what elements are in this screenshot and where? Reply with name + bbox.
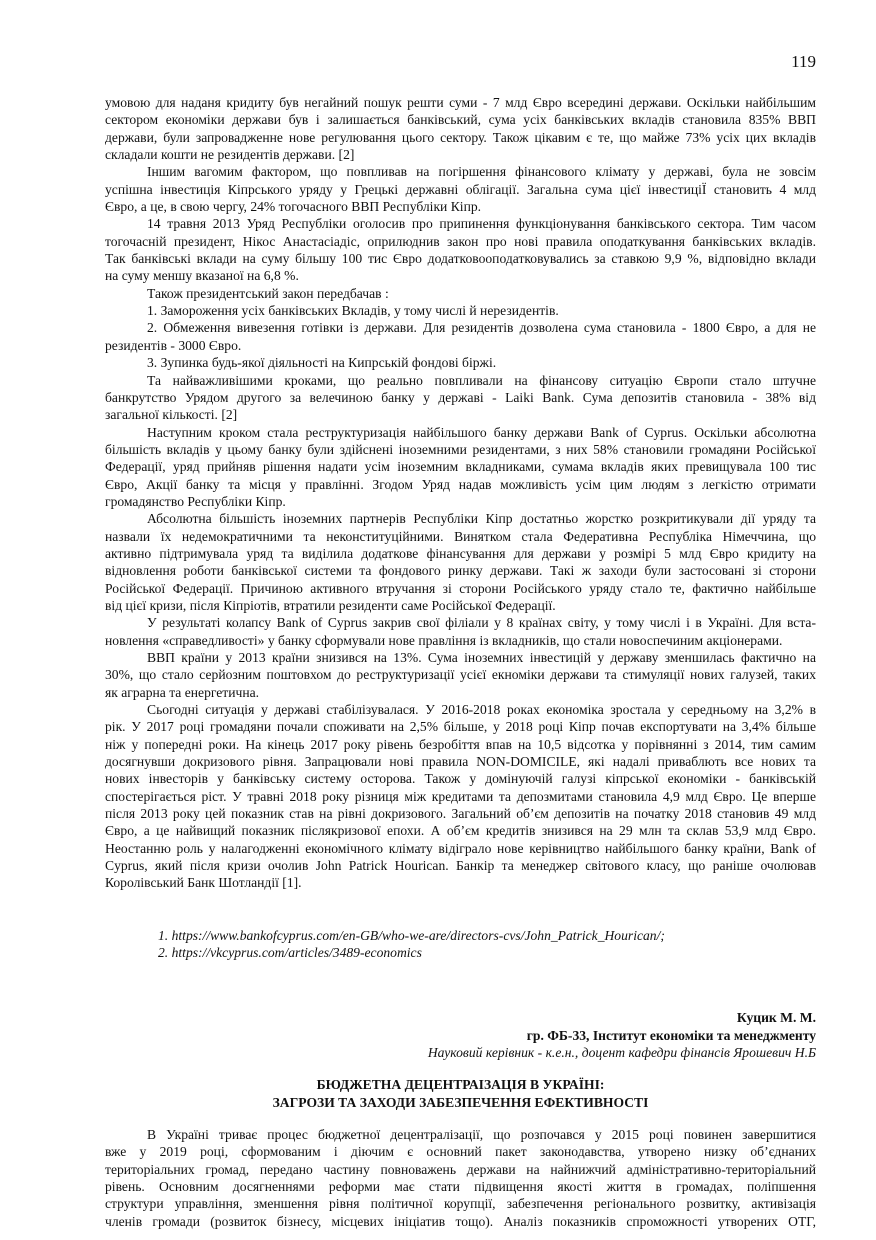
text-line: Cyprus, який після кризи очолив John Patrick Hourican. Банкір та менеджер світового класу, що раніше очолював xyxy=(105,858,816,874)
article-title xyxy=(105,1076,816,1111)
text-line: на суму меншу вказаної на 6,8 %. xyxy=(105,268,299,284)
paragraph xyxy=(105,215,816,284)
paragraph xyxy=(105,372,816,424)
references-list xyxy=(105,927,816,962)
author-name: Куцик М. М. xyxy=(736,1010,816,1026)
reference-link[interactable]: 2. https://vkcyprus.com/articles/3489-economics xyxy=(158,944,422,960)
text-line: від цієї кризи, після Кіпріотів, втратили резиденти саме Російської Федерації. xyxy=(105,597,556,613)
text-line: умовою для наданя кридиту був негайний пошук решти суми - 7 млд Євро всередині держави. Оскільки найбільшим xyxy=(105,95,816,110)
text-line: Також президентський закон передбачав : xyxy=(147,285,389,301)
text-line: 30%, що стало серйозним поштовхом до реструктуризації усієї екноміки держави та стимуляції нових галузей, таких xyxy=(105,667,816,683)
text-line: ніж у попередні роки. На кінець 2017 року рівень безробіття впав на 10,5 відсотка у порівнянні з 2014, тим самим xyxy=(105,736,816,752)
text-line: складали кошти не резидентів держави. [2] xyxy=(105,147,355,163)
text-line: територіальних громад, передано частину повноважень держави на найнижчий адміністративно-територіальний xyxy=(105,1161,816,1177)
text-line: новлення «справедливості» у банку сформували нове правління із вкладників, що стали новоспечиним акціонерами. xyxy=(105,632,783,648)
paragraph xyxy=(105,424,816,511)
text-line: активно підтримувала уряд та виділила додаткове фінансування для держави у розмірі 5 млд Євро кридиту на xyxy=(105,545,816,561)
paragraph xyxy=(105,302,816,319)
text-line: назвали їх недемократичними та неконституційними. Винятком стала Федеративна Республіка Німеччина, що xyxy=(105,528,816,544)
paragraph xyxy=(105,285,816,302)
article-title-line: ЗАГРОЗИ ТА ЗАХОДИ ЗАБЕЗПЕЧЕННЯ ЕФЕКТИВНОСТІ xyxy=(272,1094,649,1110)
text-line: Так банківські вклади на суму більшу 100 тис Євро додатковооподатковувались за ставкою 9,9 %, відповідно вклади xyxy=(105,251,816,267)
author-affiliation: гр. ФБ-33, Інститут економіки та менеджменту xyxy=(526,1027,816,1043)
text-line: громадянство Республіки Кіпр. xyxy=(105,493,286,509)
paragraph xyxy=(105,649,816,701)
paragraph xyxy=(105,94,816,163)
text-line: Неостанню роль у налагодженні економічного клімату відіграло нове керівництво найбільшого банку країни, Bank of xyxy=(105,840,816,856)
page-content xyxy=(105,94,816,1230)
text-line: В Україні триває процес бюджетної децентралізації, що розпочався у 2015 році повинен завершитися xyxy=(147,1126,816,1142)
text-line: ВВП країни у 2013 країни знизився на 13%. Сума іноземних інвестицій у державу зменшилась фактично на xyxy=(147,650,816,665)
text-line: 3. Зупинка будь-якої діяльності на Кипрській фондові біржі. xyxy=(147,355,497,371)
text-line: резидентів - 3000 Євро. xyxy=(105,337,242,353)
author-block xyxy=(105,1009,816,1061)
paragraph xyxy=(105,354,816,371)
article-title-line: БЮДЖЕТНА ДЕЦЕНТРАІЗАЦІЯ В УКРАЇНІ: xyxy=(316,1077,605,1093)
text-line: Євро, а це, в свою чергу, 24% тогочасного ВВП Республіки Кіпр. xyxy=(105,199,482,215)
text-line: Королівський Банк Шотландії [1]. xyxy=(105,875,302,891)
reference-link[interactable]: 1. https://www.bankofcyprus.com/en-GB/who-we-are/directors-cvs/John_Patrick_Hourican/; xyxy=(158,927,665,943)
text-line: Наступним кроком стала реструктуризація найбільшого банку держави Bank of Cyprus. Оскільки абсолютна xyxy=(147,424,816,440)
text-line: як аграрна та енергетична. xyxy=(105,684,260,700)
text-line: тогочасній президент, Нікос Анастасіадіс, оприлюднив закон про нові правила оподаткування банківських вкладів. xyxy=(105,233,816,249)
scientific-supervisor: Науковий керівник - к.е.н., доцент кафедри фінансів Ярошевич Н.Б xyxy=(427,1044,816,1060)
text-line: загальної кількості. [2] xyxy=(105,407,238,423)
text-line: сектором економіки держави був і залишається банківський, сума усіх банківських вкладів становила 835% ВВП xyxy=(105,112,816,128)
paragraph xyxy=(105,510,816,614)
text-line: більшість вкладів у цьому банку були здійснені іноземними резидентами, з них 58% становили громадяни Російської xyxy=(105,441,816,457)
text-line: рік. У 2017 році громадяни почали споживати на 2,5% більше, у 2018 році Кіпр почав експортувати на 3,4% більше xyxy=(105,719,816,735)
text-line: У результаті колапсу Bank of Cyprus закрив свої філіали у 8 країнах світу, у тому числі і в Україні. Для вста- xyxy=(147,615,816,631)
text-line: спостерігається ріст. У травні 2018 року різниця між кредитами та депозмитами становила 4,9 млд Євро. Це вперше xyxy=(105,788,816,804)
text-line: Федерації, уряд прийняв рішення надати усім іноземним вкладниками, сумама вкладів яких превищувала 100 тис xyxy=(105,459,816,475)
text-line: Євро, Акції банку та місця у правлінні. Згодом Уряд надав можливість усім цим людям з легкістю отримати xyxy=(105,476,816,492)
text-line: членів громади (розвиток бізнесу, місцевих ініціатив тощо). Аналіз показників спроможності утворених ОТГ, xyxy=(105,1213,816,1229)
paragraph xyxy=(105,614,816,649)
article-continuation xyxy=(105,94,816,892)
text-line: 1. Замороження усіх банківських Вкладів, у тому числі й нерезидентів. xyxy=(147,303,559,319)
paragraph xyxy=(105,701,816,892)
text-line: рівень. Основним досягненнями реформи має стати підвищення якості життя в громадах, поліпшення xyxy=(105,1178,816,1194)
text-line: успішна інвестиція Кіпрського уряду у Грецькі державні облігації. Загальна сума цієї інвестиціЇ становить 4 млд xyxy=(105,181,816,197)
paragraph xyxy=(105,319,816,354)
text-line: Іншим вагомим фактором, що повпливав на погіршення фінансового клімату у державі, була не зовсім xyxy=(147,164,816,180)
article-body-paragraph xyxy=(105,1126,816,1230)
page-number: 119 xyxy=(791,52,816,71)
text-line: нових інвесторів у банківську систему осторова. Також у домінуючій галузі кіпрської економіки - банківській xyxy=(105,771,816,787)
text-line: після 2013 року цей показник став на рівні докризового. Загальний об’єм депозитів на початку 2018 становив 49 млд xyxy=(105,806,816,822)
text-line: Та найважливішими кроками, що реально повпливали на фінансову ситуацію Європи стало штучне xyxy=(147,372,816,388)
text-line: держави, були запровадженне нове регулювання цього сектору. Також цікавим є те, що майже 73% усіх цих вкладів xyxy=(105,129,816,145)
text-line: вже у 2019 році, сформованим і діючим є основний пакет законодавства, утворено низку об’єднаних xyxy=(105,1144,816,1160)
paragraph xyxy=(105,163,816,215)
text-line: Російської Федерації. Причиною активного втручання зі сторони Російського уряду стало те, фактично найбільше xyxy=(105,580,816,596)
text-line: структури управління, зменшення рівня політичної корупції, забезпечення регіонального розвитку, активізація xyxy=(105,1196,816,1212)
text-line: 2. Обмеження вивезення готівки із держави. Для резидентів дозволена сума становила - 1800 Євро, а для не xyxy=(147,320,816,336)
text-line: досягнувши докризового рівня. Запрацювали нові правила NON-DOMICILE, які надалі приваблють все нових та xyxy=(105,754,816,770)
text-line: відновлення роботи банківської системи та фондового ринку держави. Такі ж заходи були застосовані зі сторони xyxy=(105,563,816,579)
text-line: Сьогодні ситуація у державі стабілізувалася. У 2016-2018 роках економіка зростала у середньому на 3,2% в xyxy=(147,702,816,718)
text-line: 14 травня 2013 Уряд Республіки оголосив про припинення функціонування банківського сектора. Тим часом xyxy=(147,216,816,232)
text-line: банкрутство Урядом другого за велечиною банку у державі - Laiki Bank. Сума депозитів становила - 38% від xyxy=(105,389,816,405)
text-line: Євро, а це найвищий показник післякризової епохи. А об’єм кредитів знизився на 29 млн та склав 53,9 млд Євро. xyxy=(105,823,816,839)
text-line: Абсолютна більшість іноземних партнерів Республіки Кіпр достатньо жорстко розкритикували дії уряду та xyxy=(147,511,816,527)
